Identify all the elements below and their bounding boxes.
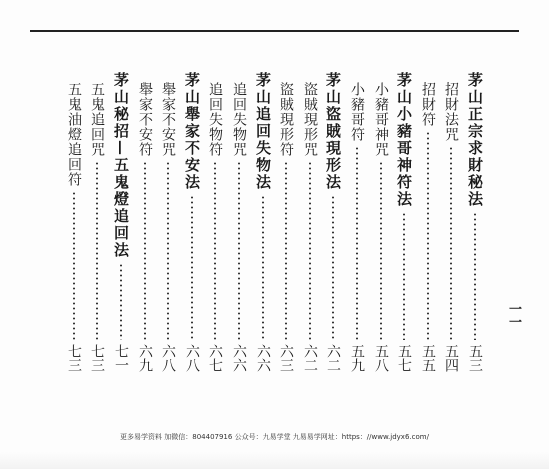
toc-entry-text: 舉家不安符 [137,82,153,157]
toc-title-text: 茅山秘招—五鬼燈追回法 [112,72,130,259]
toc-entry [419,72,437,372]
toc-entry-text: 招財法咒 [443,82,459,142]
toc-leader-dots [238,161,240,340]
page-number: 一一 [506,302,521,328]
toc-leader-dots [120,263,122,340]
toc-entry [88,72,106,372]
toc-entry-text: 追回失物咒 [231,82,247,157]
toc-entry-text: 盜賊現形符 [278,82,294,157]
toc-section-title [466,72,484,372]
toc-leader-dots [214,161,216,340]
toc-leader-dots [262,195,264,340]
toc-entry-text: 舉家不安咒 [160,82,176,157]
toc-title-text: 茅山盜賊現形法 [324,72,342,191]
toc-page-number: 六七 [207,344,223,372]
toc-page-number: 六八 [184,344,200,372]
toc-entry-text: 小豬哥神咒 [373,82,389,157]
toc-leader-dots [403,212,405,340]
toc-entry-text: 小豬哥符 [349,82,365,142]
toc-leader-dots [191,195,193,340]
toc-page-number: 六九 [137,344,153,372]
toc-page-number: 五七 [396,344,412,372]
toc-leader-dots [427,131,429,340]
toc-page-number: 五八 [373,344,389,372]
toc-entry-text: 盜賊現形咒 [302,82,318,157]
toc-leader-dots [450,146,452,340]
toc-section-title [324,72,342,372]
toc-entry [277,72,295,372]
toc-leader-dots [380,161,382,340]
scan-bottom-edge [0,452,549,469]
toc-title-text: 茅山追回失物法 [254,72,272,191]
toc-entry-text: 五鬼追回咒 [89,82,105,157]
toc-leader-dots [474,212,476,340]
toc-page-number: 六六 [255,344,271,372]
toc-entry-text: 招財符 [420,82,436,127]
top-rule [30,30,519,32]
toc-section-title [112,72,130,372]
toc-page-number: 六三 [278,344,294,372]
footer-watermark-text: 更多易学资料 加微信：804407916 公众号：九易学堂 九易易学网址：https：//www.jdyx6.com/ [120,433,429,441]
toc-entry [65,72,83,372]
toc-page-number: 六二 [325,344,341,372]
toc-entry [136,72,154,372]
toc-entry [442,72,460,372]
toc-leader-dots [73,191,75,340]
toc-entry [206,72,224,372]
toc-leader-dots [309,161,311,340]
toc-entry [301,72,319,372]
toc-leader-dots [285,161,287,340]
toc-page-number: 七三 [66,344,82,372]
toc-title-text: 茅山舉家不安法 [183,72,201,191]
toc-title-text: 茅山正宗求財秘法 [466,72,484,208]
toc-entry [372,72,390,372]
toc-entry-text: 追回失物符 [207,82,223,157]
toc-leader-dots [332,195,334,340]
toc-leader-dots [167,161,169,340]
toc-entry [159,72,177,372]
toc-page-number: 五三 [467,344,483,372]
toc-page-number: 五九 [349,344,365,372]
toc-page-number: 五五 [420,344,436,372]
toc-leader-dots [144,161,146,340]
toc-section-title [254,72,272,372]
toc-entry [348,72,366,372]
toc-page-number: 五四 [443,344,459,372]
toc-title-text: 茅山小豬哥神符法 [395,72,413,208]
toc-section-title [395,72,413,372]
toc-leader-dots [96,161,98,340]
toc-page-number: 七一 [113,344,129,372]
toc-entry-text: 五鬼油燈追回符 [66,82,82,187]
toc-entry [230,72,248,372]
toc-page-number: 六二 [302,344,318,372]
toc-page-number: 七三 [89,344,105,372]
toc-leader-dots [356,146,358,340]
toc-section-title [183,72,201,372]
toc-page-number: 六八 [160,344,176,372]
toc-page-number: 六六 [231,344,247,372]
